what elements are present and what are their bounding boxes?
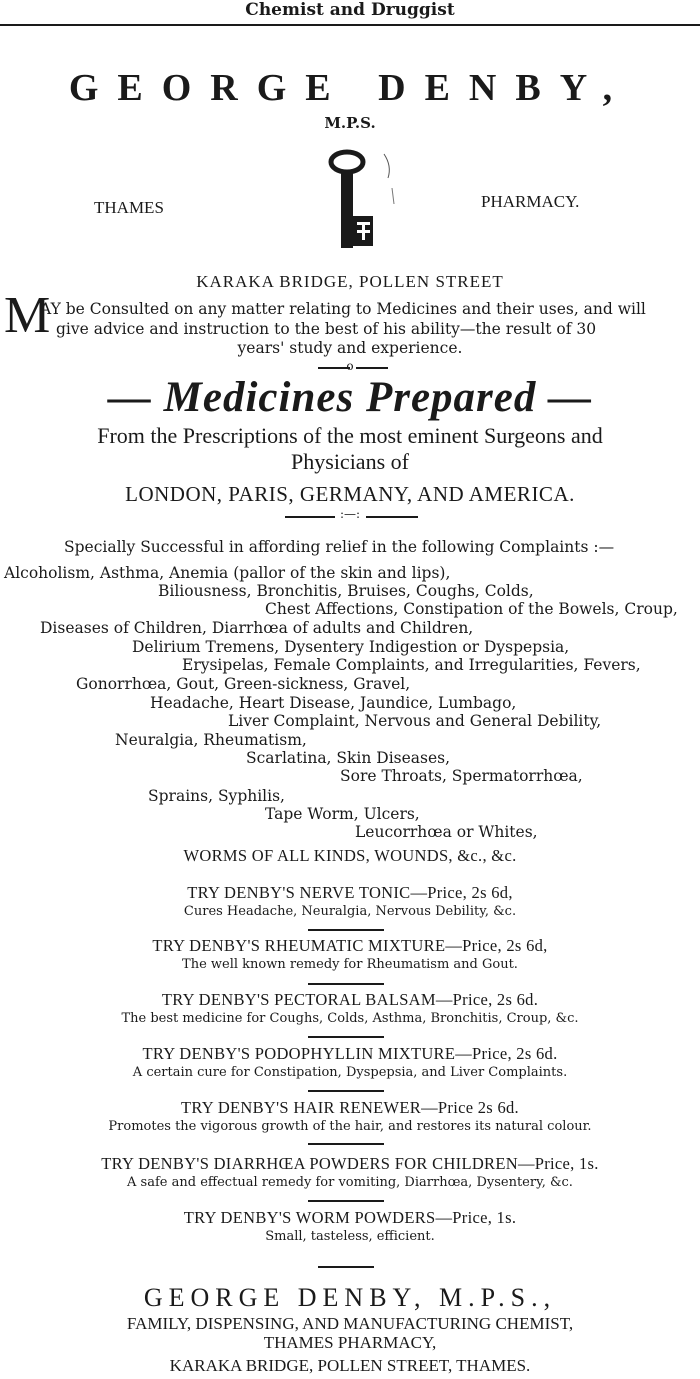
- footer-divider: [318, 1266, 374, 1268]
- product-title: TRY DENBY'S HAIR RENEWER—Price 2s 6d.: [181, 1098, 519, 1117]
- ornament-rule-right-2: [366, 516, 418, 518]
- ornament-rule-right: [356, 367, 388, 369]
- masthead-address: KARAKA BRIDGE, POLLEN STREET: [196, 272, 504, 291]
- complaint-line: Erysipelas, Female Complaints, and Irregularities, Fevers,: [182, 656, 641, 674]
- footer-line-1: FAMILY, DISPENSING, AND MANUFACTURING CHEMIST,: [126, 1314, 574, 1333]
- masthead-right-word: PHARMACY.: [481, 192, 580, 211]
- complaints-closing: WORMS OF ALL KINDS, WOUNDS, &c., &c.: [183, 846, 517, 865]
- complaint-line: Sprains, Syphilis,: [148, 787, 285, 805]
- footer-line-3: KARAKA BRIDGE, POLLEN STREET, THAMES.: [169, 1356, 531, 1375]
- complaint-line: Sore Throats, Spermatorrhœa,: [340, 767, 583, 785]
- product-description: A certain cure for Constipation, Dyspepsia, and Liver Complaints.: [132, 1065, 568, 1080]
- intro-line-2: give advice and instruction to the best of his ability—the result of 30: [56, 320, 597, 338]
- product-description: The well known remedy for Rheumatism and Gout.: [182, 957, 518, 972]
- product-title: TRY DENBY'S PODOPHYLLIN MIXTURE—Price, 2s 6d.: [142, 1044, 558, 1063]
- complaint-line: Diseases of Children, Diarrhœa of adults and Children,: [40, 619, 474, 637]
- product-divider: [308, 929, 384, 931]
- intro-line-3: years' study and experience.: [237, 339, 463, 357]
- complaint-line: Gonorrhœa, Gout, Green-sickness, Gravel,: [76, 675, 411, 693]
- complaint-line: Leucorrhœa or Whites,: [355, 823, 538, 841]
- product-title: TRY DENBY'S PECTORAL BALSAM—Price, 2s 6d.: [161, 990, 539, 1009]
- product-description: Promotes the vigorous growth of the hair, and restores its natural colour.: [108, 1119, 592, 1134]
- product-divider: [308, 1200, 384, 1202]
- key-icon: [322, 148, 402, 256]
- ornament-colons: :—:: [339, 507, 361, 521]
- product-title: TRY DENBY'S WORM POWDERS—Price, 1s.: [183, 1208, 517, 1227]
- complaint-line: Biliousness, Bronchitis, Bruises, Coughs, Colds,: [158, 582, 534, 600]
- masthead-name: GEORGE DENBY,: [68, 67, 632, 109]
- product-title: TRY DENBY'S RHEUMATIC MIXTURE—Price, 2s 6d,: [152, 936, 548, 955]
- headline-medicines-prepared: — Medicines Prepared —: [107, 374, 593, 421]
- product-title: TRY DENBY'S DIARRHŒA POWDERS FOR CHILDREN—Price, 1s.: [101, 1154, 599, 1173]
- product-divider: [308, 1036, 384, 1038]
- complaint-line: Liver Complaint, Nervous and General Debility,: [228, 712, 602, 730]
- ornament-o: o: [346, 359, 354, 373]
- product-description: Small, tasteless, efficient.: [265, 1229, 435, 1244]
- masthead-credential: M.P.S.: [324, 114, 376, 132]
- product-description: A safe and effectual remedy for vomiting, Diarrhœa, Dysentery, &c.: [127, 1175, 573, 1190]
- complaint-line: Neuralgia, Rheumatism,: [115, 731, 307, 749]
- complaint-line: Tape Worm, Ulcers,: [265, 805, 420, 823]
- complaint-line: Scarlatina, Skin Diseases,: [246, 749, 451, 767]
- product-description: Cures Headache, Neuralgia, Nervous Debility, &c.: [183, 904, 517, 919]
- intro-line-1: AY be Consulted on any matter relating to Medicines and their uses, and will: [40, 300, 646, 318]
- footer-name: GEORGE DENBY, M.P.S.,: [143, 1283, 557, 1312]
- from-line-2: Physicians of: [291, 449, 409, 474]
- header-rule: [0, 24, 700, 26]
- complaints-intro: Specially Successful in affording relief in the following Complaints :—: [64, 538, 615, 556]
- product-description: The best medicine for Coughs, Colds, Asthma, Bronchitis, Croup, &c.: [121, 1011, 579, 1026]
- complaint-line: Headache, Heart Disease, Jaundice, Lumbago,: [150, 694, 517, 712]
- product-title: TRY DENBY'S NERVE TONIC—Price, 2s 6d,: [187, 883, 513, 902]
- intro-dropcap: M: [4, 287, 51, 344]
- product-divider: [308, 983, 384, 985]
- complaint-line: Delirium Tremens, Dysentery Indigestion or Dyspepsia,: [132, 638, 570, 656]
- footer-line-2: THAMES PHARMACY,: [263, 1333, 437, 1352]
- page-header: Chemist and Druggist: [245, 0, 455, 20]
- product-divider: [308, 1143, 384, 1145]
- masthead-left-word: THAMES: [94, 198, 164, 217]
- product-divider: [308, 1090, 384, 1092]
- complaint-line: Alcoholism, Asthma, Anemia (pallor of the skin and lips),: [4, 564, 451, 582]
- from-places: LONDON, PARIS, GERMANY, AND AMERICA.: [125, 482, 575, 506]
- complaint-line: Chest Affections, Constipation of the Bowels, Croup,: [265, 600, 678, 618]
- from-line-1: From the Prescriptions of the most eminent Surgeons and: [97, 423, 603, 448]
